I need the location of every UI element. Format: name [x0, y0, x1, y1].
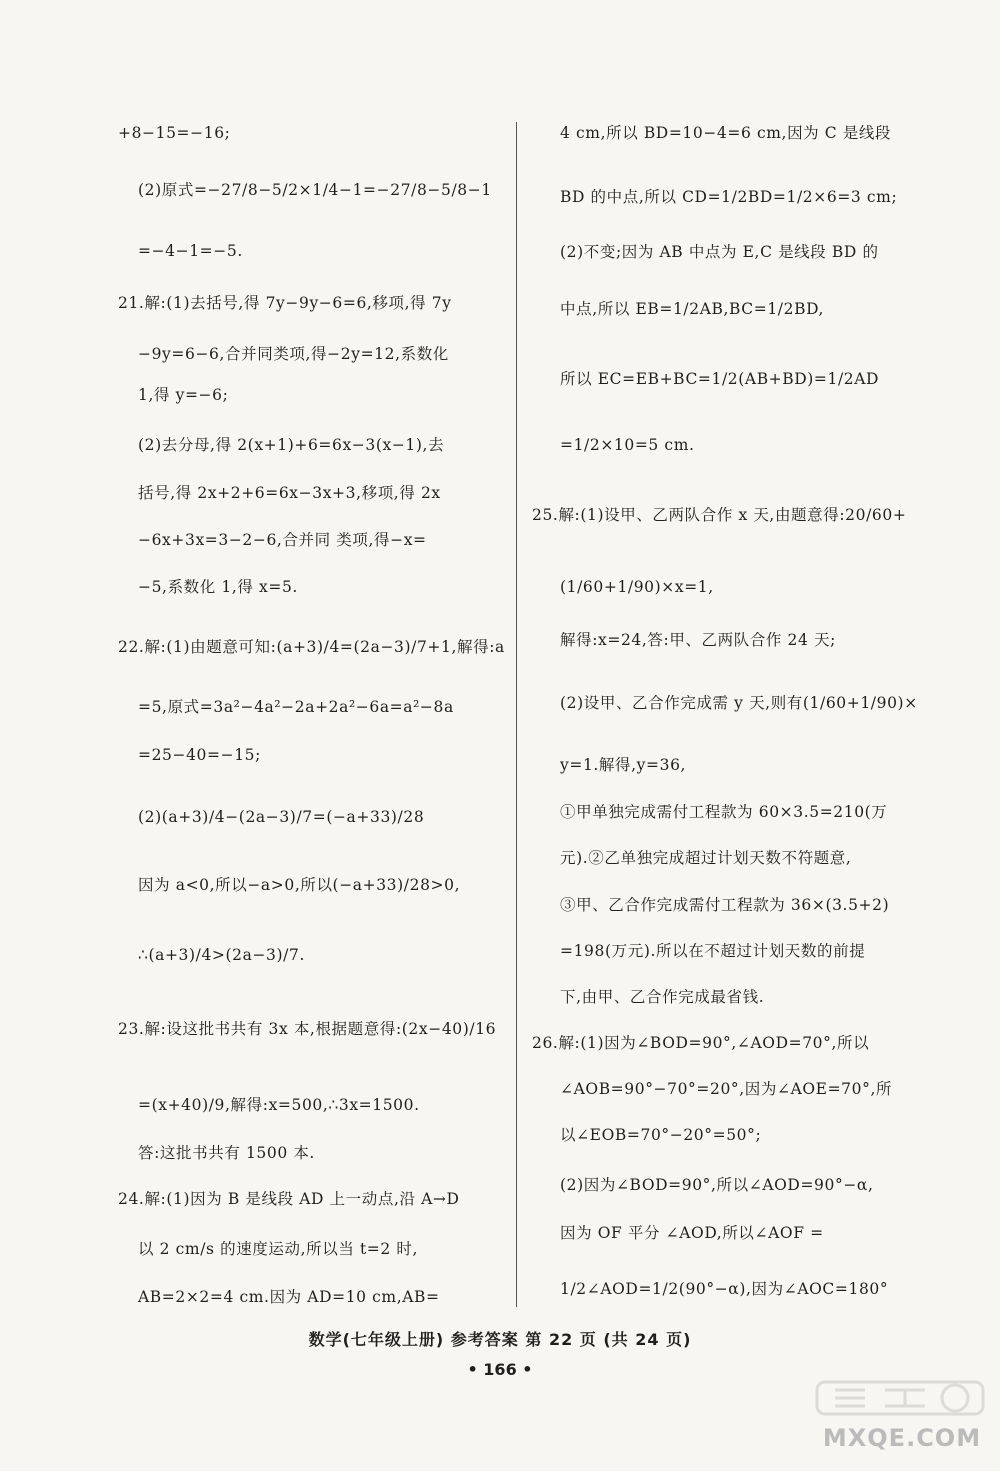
text-line: (2)设甲、乙合作完成需 y 天,则有(1/60+1/90)×: [560, 694, 918, 712]
text-line: 括号,得 2x+2+6=6x−3x+3,移项,得 2x: [138, 484, 441, 502]
text-line: =−4−1=−5.: [138, 242, 243, 260]
text-line: 以 2 cm/s 的速度运动,所以当 t=2 时,: [138, 1240, 418, 1258]
text-line: ①甲单独完成需付工程款为 60×3.5=210(万: [560, 803, 888, 821]
text-line: 中点,所以 EB=1/2AB,BC=1/2BD,: [560, 300, 825, 318]
text-line: (2)去分母,得 2(x+1)+6=6x−3(x−1),去: [138, 436, 445, 454]
text-line: ∴(a+3)/4>(2a−3)/7.: [138, 946, 305, 964]
text-line: 25.解:(1)设甲、乙两队合作 x 天,由题意得:20/60+: [532, 506, 907, 524]
text-line: =25−40=−15;: [138, 746, 261, 764]
text-line: 4 cm,所以 BD=10−4=6 cm,因为 C 是线段: [560, 124, 892, 142]
text-line: 1,得 y=−6;: [138, 386, 229, 404]
text-line: (2)原式=−27/8−5/2×1/4−1=−27/8−5/8−1: [138, 181, 492, 199]
text-line: −6x+3x=3−2−6,合并同 类项,得−x=: [138, 531, 427, 549]
page-footer: 数学(七年级上册) 参考答案 第 22 页 (共 24 页): [308, 1330, 692, 1349]
text-line: 22.解:(1)由题意可知:(a+3)/4=(2a−3)/7+1,解得:a: [118, 638, 505, 656]
text-line: 1/2∠AOD=1/2(90°−α),因为∠AOC=180°: [560, 1280, 889, 1298]
text-line: (2)(a+3)/4−(2a−3)/7=(−a+33)/28: [138, 808, 425, 826]
text-line: =198(万元).所以在不超过计划天数的前提: [560, 942, 866, 960]
text-line: 以∠EOB=70°−20°=50°;: [560, 1126, 762, 1144]
text-line: AB=2×2=4 cm.因为 AD=10 cm,AB=: [138, 1288, 440, 1306]
text-line: BD 的中点,所以 CD=1/2BD=1/2×6=3 cm;: [560, 188, 898, 206]
text-line: 所以 EC=EB+BC=1/2(AB+BD)=1/2AD: [560, 370, 880, 388]
text-line: ∠AOB=90°−70°=20°,因为∠AOE=70°,所: [560, 1080, 893, 1098]
text-line: =5,原式=3a²−4a²−2a+2a²−6a=a²−8a: [138, 698, 454, 716]
text-line: 23.解:设这批书共有 3x 本,根据题意得:(2x−40)/16: [118, 1020, 497, 1038]
text-line: =(x+40)/9,解得:x=500,∴3x=1500.: [138, 1096, 420, 1114]
text-line: 21.解:(1)去括号,得 7y−9y−6=6,移项,得 7y: [118, 294, 452, 312]
text-line: 下,由甲、乙合作完成最省钱.: [560, 988, 765, 1006]
text-line: (2)因为∠BOD=90°,所以∠AOD=90°−α,: [560, 1176, 874, 1194]
text-line: 解得:x=24,答:甲、乙两队合作 24 天;: [560, 631, 836, 649]
page-number: • 166 •: [467, 1360, 533, 1379]
text-line: 26.解:(1)因为∠BOD=90°,∠AOD=70°,所以: [532, 1034, 870, 1052]
text-line: 因为 a<0,所以−a>0,所以(−a+33)/28>0,: [138, 876, 461, 894]
text-line: (2)不变;因为 AB 中点为 E,C 是线段 BD 的: [560, 243, 879, 261]
watermark-url: MXQE.COM: [822, 1424, 982, 1452]
text-line: (1/60+1/90)×x=1,: [560, 578, 714, 596]
text-line: y=1.解得,y=36,: [560, 756, 687, 774]
text-line: −9y=6−6,合并同类项,得−2y=12,系数化: [138, 345, 449, 363]
text-line: +8−15=−16;: [118, 124, 231, 142]
text-line: −5,系数化 1,得 x=5.: [138, 578, 298, 596]
text-line: 答:这批书共有 1500 本.: [138, 1144, 315, 1162]
text-line: =1/2×10=5 cm.: [560, 436, 695, 454]
text-line: 24.解:(1)因为 B 是线段 AD 上一动点,沿 A→D: [118, 1190, 460, 1208]
column-divider: [516, 122, 517, 1307]
text-line: 因为 OF 平分 ∠AOD,所以∠AOF =: [560, 1224, 824, 1242]
text-line: 元).②乙单独完成超过计划天数不符题意,: [560, 849, 852, 867]
watermark-logo-icon: [815, 1378, 985, 1418]
text-line: ③甲、乙合作完成需付工程款为 36×(3.5+2): [560, 896, 890, 914]
